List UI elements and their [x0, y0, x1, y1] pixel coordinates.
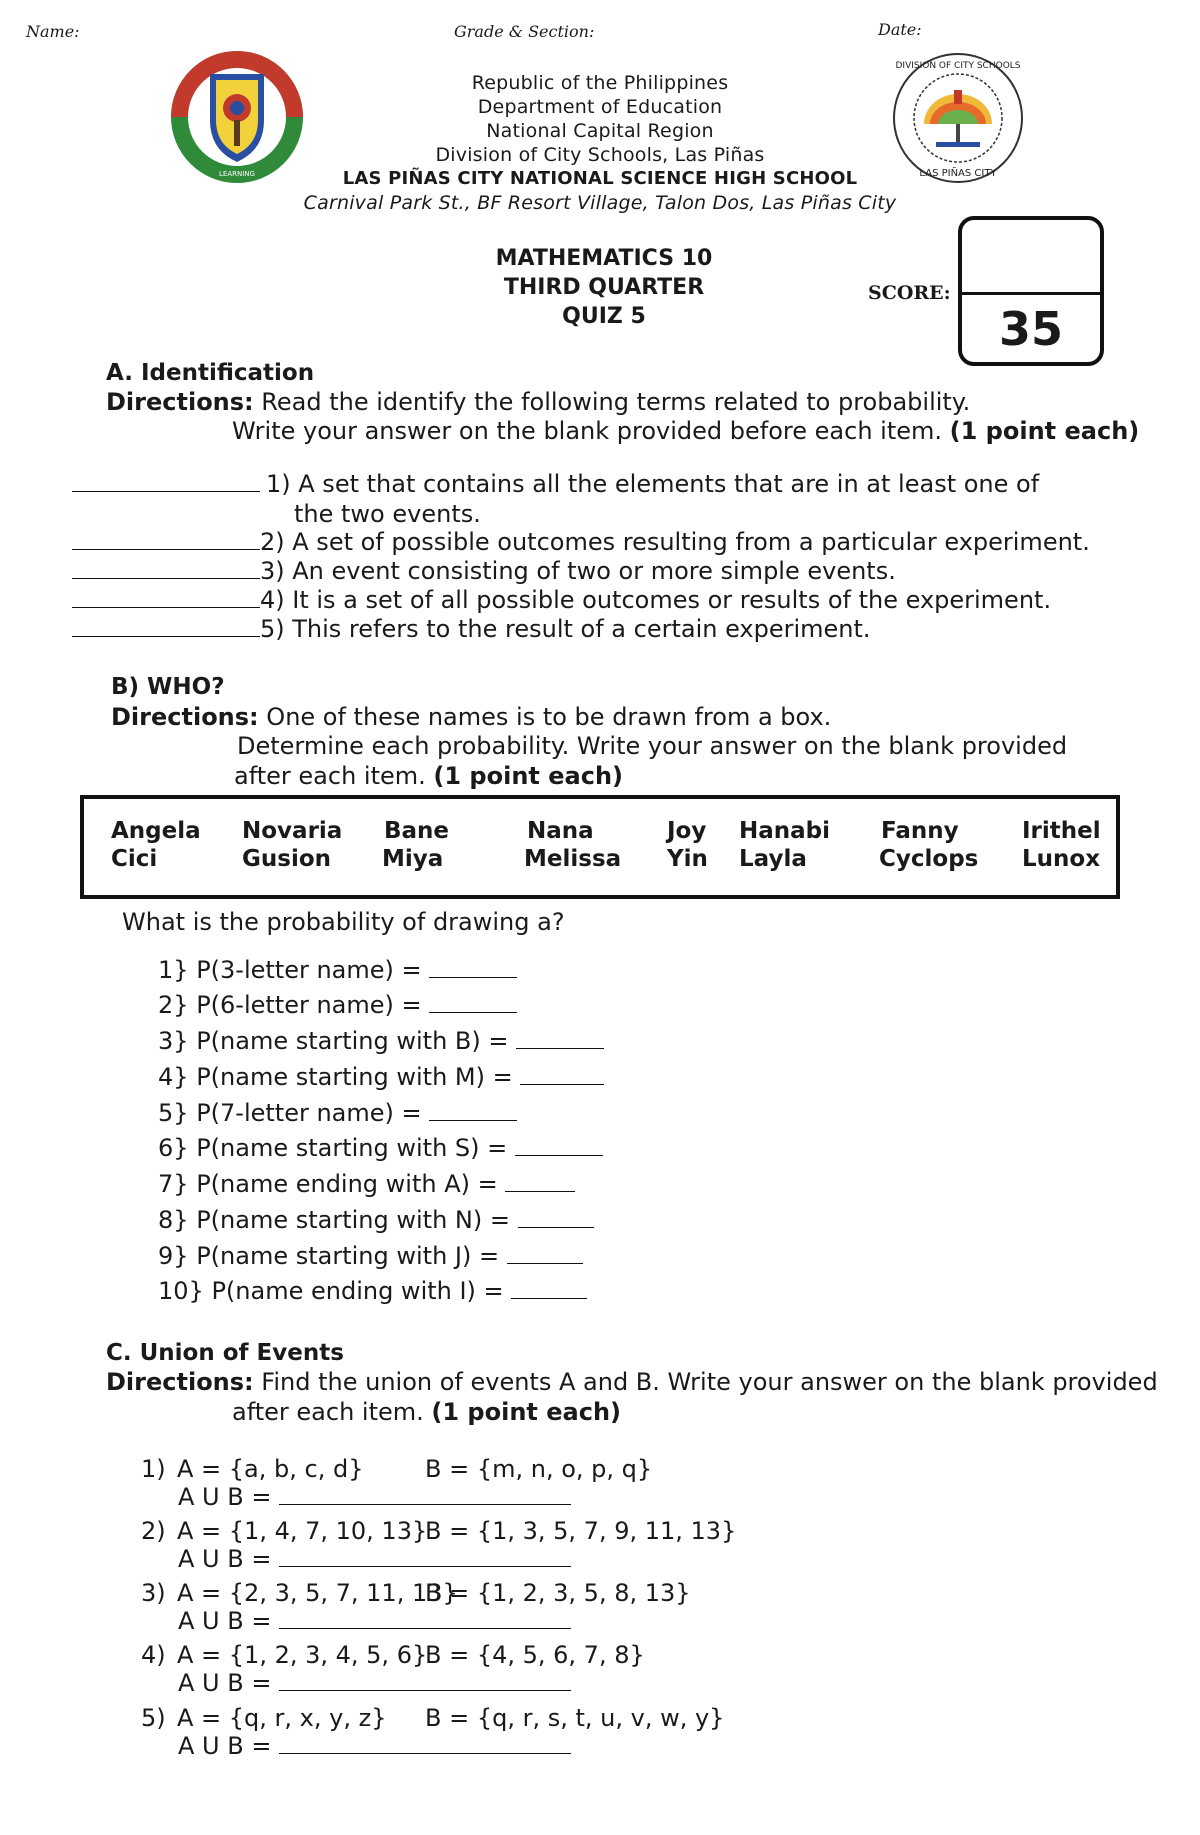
answer-blank[interactable] — [507, 1263, 583, 1264]
section-c-heading: C. Union of Events — [106, 1340, 344, 1366]
section-c-directions-label: Directions: — [106, 1368, 254, 1396]
answer-blank[interactable] — [429, 1012, 517, 1013]
name-cell: Hanabi — [739, 818, 831, 844]
section-a-directions-label: Directions: — [106, 388, 254, 416]
header-line-republic: Republic of the Philippines — [471, 72, 729, 94]
union-answer-row-1: A U B = — [178, 1483, 571, 1511]
section-c-points: (1 point each) — [431, 1398, 621, 1426]
probability-item-7: 7} P(name ending with A) = — [158, 1170, 575, 1198]
section-a-item-1-cont: the two events. — [294, 500, 481, 528]
answer-blank[interactable] — [429, 977, 517, 978]
probability-item-10: 10} P(name ending with I) = — [158, 1277, 587, 1305]
svg-text:DIVISION OF CITY SCHOOLS: DIVISION OF CITY SCHOOLS — [895, 61, 1021, 71]
section-a-item-5: 5) This refers to the result of a certain experiment. — [72, 615, 871, 643]
section-a-item-3: 3) An event consisting of two or more simple events. — [72, 557, 896, 585]
answer-blank[interactable] — [72, 491, 260, 492]
svg-text:LEARNING: LEARNING — [219, 170, 255, 178]
answer-blank[interactable] — [429, 1120, 517, 1121]
union-item-4: 4) A = {1, 2, 3, 4, 5, 6} B = {4, 5, 6, 7, 8} — [141, 1641, 645, 1669]
union-answer-row-2: A U B = — [178, 1545, 571, 1573]
section-a-item-1: 1) A set that contains all the elements that are in at least one of — [72, 470, 1039, 498]
name-cell: Irithel — [1022, 818, 1101, 844]
answer-blank[interactable] — [505, 1191, 575, 1192]
score-box — [958, 216, 1104, 366]
section-a-directions-2: Write your answer on the blank provided before each item. — [232, 417, 943, 445]
quiz-number: QUIZ 5 — [562, 304, 646, 329]
name-cell: Cyclops — [879, 846, 979, 872]
name-label: Name: — [26, 22, 80, 41]
probability-item-1: 1} P(3-letter name) = — [158, 956, 517, 984]
section-b-heading: B) WHO? — [111, 674, 225, 700]
score-total: 35 — [998, 302, 1063, 356]
section-c-directions-1: Find the union of events A and B. Write your answer on the blank provided — [261, 1368, 1158, 1396]
name-cell: Fanny — [881, 818, 959, 844]
answer-blank[interactable] — [279, 1690, 571, 1691]
name-cell: Lunox — [1022, 846, 1101, 872]
section-b-directions-label: Directions: — [111, 703, 259, 731]
name-cell: Novaria — [242, 818, 343, 844]
section-b-question: What is the probability of drawing a? — [122, 908, 565, 936]
answer-blank[interactable] — [518, 1227, 594, 1228]
union-answer-row-5: A U B = — [178, 1732, 571, 1760]
section-b-directions-2: Determine each probability. Write your answer on the blank provided — [237, 732, 1068, 760]
name-cell: Nana — [527, 818, 594, 844]
answer-blank[interactable] — [72, 636, 260, 637]
answer-blank[interactable] — [72, 578, 260, 579]
answer-blank[interactable] — [511, 1298, 587, 1299]
answer-blank[interactable] — [279, 1566, 571, 1567]
probability-item-2: 2} P(6-letter name) = — [158, 991, 517, 1019]
name-cell: Cici — [111, 846, 158, 872]
section-a-heading: A. Identification — [106, 360, 315, 386]
answer-blank[interactable] — [279, 1753, 571, 1754]
header-line-deped: Department of Education — [477, 96, 723, 118]
name-cell: Gusion — [242, 846, 332, 872]
section-a-item-4: 4) It is a set of all possible outcomes or results of the experiment. — [72, 586, 1051, 614]
school-address: Carnival Park St., BF Resort Village, Talon Dos, Las Piñas City — [303, 192, 897, 214]
answer-blank[interactable] — [515, 1155, 603, 1156]
answer-blank[interactable] — [72, 607, 260, 608]
name-cell: Bane — [384, 818, 450, 844]
name-cell: Angela — [111, 818, 201, 844]
section-a-item-2: 2) A set of possible outcomes resulting from a particular experiment. — [72, 528, 1090, 556]
name-cell: Yin — [667, 846, 708, 872]
section-b-directions-3: after each item. — [234, 762, 426, 790]
school-name: LAS PIÑAS CITY NATIONAL SCIENCE HIGH SCHOOL — [342, 168, 858, 189]
probability-item-8: 8} P(name starting with N) = — [158, 1206, 594, 1234]
section-a-directions-1: Read the identify the following terms related to probability. — [261, 388, 971, 416]
union-item-2: 2) A = {1, 4, 7, 10, 13} B = {1, 3, 5, 7, 9, 11, 13} — [141, 1517, 737, 1545]
answer-blank[interactable] — [520, 1084, 604, 1085]
probability-item-5: 5} P(7-letter name) = — [158, 1099, 517, 1127]
answer-blank[interactable] — [72, 549, 260, 550]
union-item-1: 1) A = {a, b, c, d} B = {m, n, o, p, q} — [141, 1455, 653, 1483]
probability-item-6: 6} P(name starting with S) = — [158, 1134, 603, 1162]
division-seal-logo — [890, 50, 1026, 186]
union-answer-row-3: A U B = — [178, 1607, 571, 1635]
section-b-directions-1: One of these names is to be drawn from a box. — [266, 703, 832, 731]
name-cell: Joy — [667, 818, 707, 844]
probability-item-9: 9} P(name starting with J) = — [158, 1242, 583, 1270]
union-item-3: 3) A = {2, 3, 5, 7, 11, 13} B = {1, 2, 3, 5, 8, 13} — [141, 1579, 691, 1607]
header-line-region: National Capital Region — [486, 120, 714, 142]
svg-text:LAS PIÑAS CITY: LAS PIÑAS CITY — [919, 168, 997, 179]
probability-item-3: 3} P(name starting with B) = — [158, 1027, 604, 1055]
quiz-subject: MATHEMATICS 10 — [495, 246, 713, 271]
answer-blank[interactable] — [279, 1628, 571, 1629]
union-item-5: 5) A = {q, r, x, y, z} B = {q, r, s, t, u, v, w, y} — [141, 1704, 725, 1732]
score-label: SCORE: — [868, 282, 951, 304]
name-cell: Melissa — [524, 846, 622, 872]
date-label: Date: — [878, 20, 922, 39]
grade-section-label: Grade & Section: — [454, 22, 595, 41]
name-cell: Layla — [739, 846, 807, 872]
quiz-quarter: THIRD QUARTER — [503, 275, 705, 300]
name-cell: Miya — [382, 846, 444, 872]
union-answer-row-4: A U B = — [178, 1669, 571, 1697]
header-line-division: Division of City Schools, Las Piñas — [435, 144, 765, 166]
answer-blank[interactable] — [516, 1048, 604, 1049]
answer-blank[interactable] — [279, 1504, 571, 1505]
section-c-directions-2: after each item. — [232, 1398, 424, 1426]
probability-item-4: 4} P(name starting with M) = — [158, 1063, 604, 1091]
section-a-points: (1 point each) — [949, 417, 1140, 445]
section-b-points: (1 point each) — [433, 762, 623, 790]
